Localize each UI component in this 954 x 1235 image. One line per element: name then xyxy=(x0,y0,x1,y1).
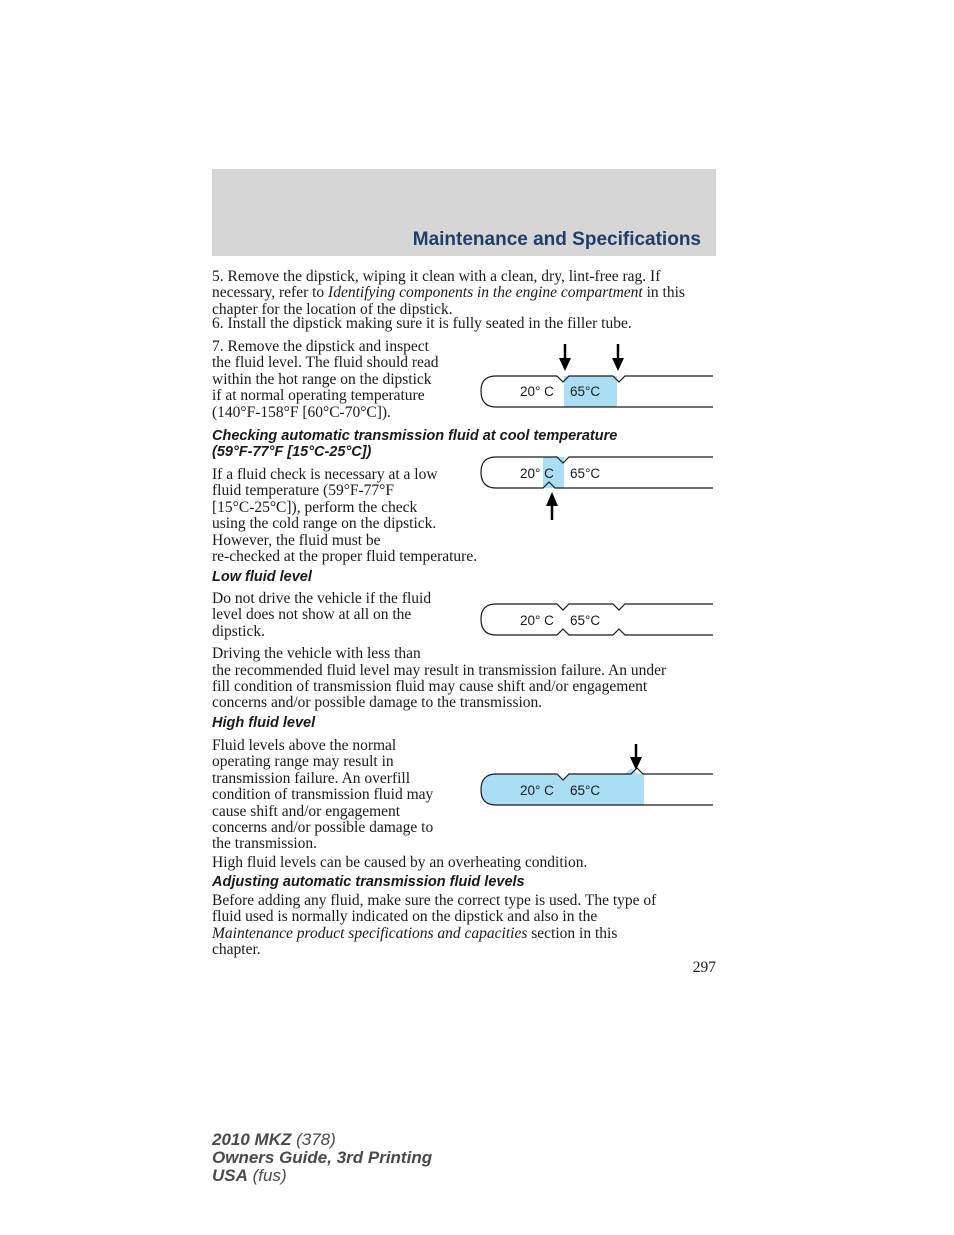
low-line: level does not show at all on the xyxy=(212,606,412,624)
adjusting-fluid-paragraph xyxy=(212,893,656,959)
footer-model: 2010 MKZ xyxy=(212,1130,292,1149)
step-5-text: 5. Remove the dipstick, wiping it clean with a clean, dry, lint-free rag. If necessary, refer to xyxy=(212,268,661,302)
footer-market-line xyxy=(212,1167,432,1185)
high-line: concerns and/or possible damage to xyxy=(212,819,434,837)
high-line: the transmission. xyxy=(212,835,318,853)
footer-model-line xyxy=(212,1131,432,1149)
cool-check-paragraph xyxy=(212,467,477,565)
cool-line: re-checked at the proper fluid temperature. xyxy=(212,548,478,566)
low-line: the recommended fluid level may result in transmission failure. An under xyxy=(212,661,667,679)
hot-mark-label: 65°C xyxy=(570,613,601,628)
cool-line: However, the fluid must be xyxy=(212,531,381,549)
hot-mark-label: 65°C xyxy=(570,384,601,399)
low-line: Driving the vehicle with less than xyxy=(212,645,421,663)
cool-heading-line: (59°F-77°F [15°C-25°C]) xyxy=(212,444,372,460)
dipstick-low-level-diagram xyxy=(478,596,718,641)
high-line: cause shift and/or engagement xyxy=(212,802,401,820)
high-line: High fluid levels can be caused by an overheating condition. xyxy=(212,853,588,871)
footer-market-code: (fus) xyxy=(252,1166,287,1185)
dipstick-cold-range-diagram xyxy=(478,448,718,526)
step-7-line: if at normal operating temperature xyxy=(212,387,425,405)
high-line: transmission failure. An overfill xyxy=(212,769,411,787)
step-7-line: (140°F-158°F [60°C-70°C]). xyxy=(212,403,391,421)
step-7-line: 7. Remove the dipstick and inspect xyxy=(212,338,429,355)
section-header xyxy=(212,169,716,256)
cold-mark-label: 20° C xyxy=(520,783,554,798)
cool-line: If a fluid check is necessary at a low xyxy=(212,466,438,483)
cool-heading-line: Checking automatic transmission fluid at cool temperature xyxy=(212,428,618,444)
adjust-line-end: section in this xyxy=(527,924,618,942)
arrow-up-icon xyxy=(546,492,558,506)
dipstick-high-level-diagram xyxy=(478,740,718,810)
hot-mark-label: 65°C xyxy=(570,783,601,798)
specifications-reference: Maintenance product specifications and capacities xyxy=(212,924,528,942)
high-line: operating range may result in xyxy=(212,753,394,771)
cold-mark-label: 20° C xyxy=(520,384,554,399)
adjust-line: fluid used is normally indicated on the dipstick and also in the xyxy=(212,908,598,926)
hot-mark-label: 65°C xyxy=(570,466,601,481)
footer-model-code: (378) xyxy=(296,1130,336,1149)
page-number: 297 xyxy=(692,959,716,976)
cold-mark-label: 20° C xyxy=(520,613,554,628)
step-7-paragraph xyxy=(212,339,439,421)
arrow-down-icon xyxy=(559,358,571,371)
low-line: Do not drive the vehicle if the fluid xyxy=(212,590,432,607)
cool-line: using the cold range on the dipstick. xyxy=(212,515,437,533)
adjust-line: Before adding any fluid, make sure the correct type is used. The type of xyxy=(212,892,657,909)
low-line: dipstick. xyxy=(212,622,265,640)
low-fluid-heading: Low fluid level xyxy=(212,569,312,585)
high-line: Fluid levels above the normal xyxy=(212,737,397,754)
step-5-paragraph xyxy=(212,269,718,318)
footer-guide-line xyxy=(212,1149,432,1167)
cool-line: fluid temperature (59°F-77°F xyxy=(212,482,394,500)
adjust-line: chapter. xyxy=(212,941,261,959)
arrow-down-icon xyxy=(612,358,624,371)
low-line: fill condition of transmission fluid may cause shift and/or engagement xyxy=(212,678,648,696)
high-line: condition of transmission fluid may xyxy=(212,786,434,804)
adjust-line xyxy=(212,926,656,942)
adjusting-fluid-heading: Adjusting automatic transmission fluid levels xyxy=(212,874,525,890)
step-5-text-end: in this chapter for the location of the dipstick. xyxy=(212,284,685,318)
cool-line: [15°C-25°C]), perform the check xyxy=(212,498,418,516)
low-line: concerns and/or possible damage to the transmission. xyxy=(212,694,543,712)
step-7-line: within the hot range on the dipstick xyxy=(212,370,432,388)
cold-mark-label: 20° C xyxy=(520,466,554,481)
dipstick-hot-range-diagram xyxy=(478,340,718,412)
footer-market: USA xyxy=(212,1166,248,1185)
high-fluid-heading: High fluid level xyxy=(212,715,316,731)
step-7-line: the fluid level. The fluid should read xyxy=(212,354,439,372)
section-title: Maintenance and Specifications xyxy=(412,229,701,250)
step-6-paragraph: 6. Install the dipstick making sure it is fully seated in the filler tube. xyxy=(212,315,632,332)
document-footer xyxy=(212,1131,432,1185)
engine-compartment-reference: Identifying components in the engine compartment xyxy=(328,284,643,302)
footer-guide: Owners Guide, 3rd Printing xyxy=(212,1148,433,1167)
arrow-down-icon xyxy=(630,757,642,770)
